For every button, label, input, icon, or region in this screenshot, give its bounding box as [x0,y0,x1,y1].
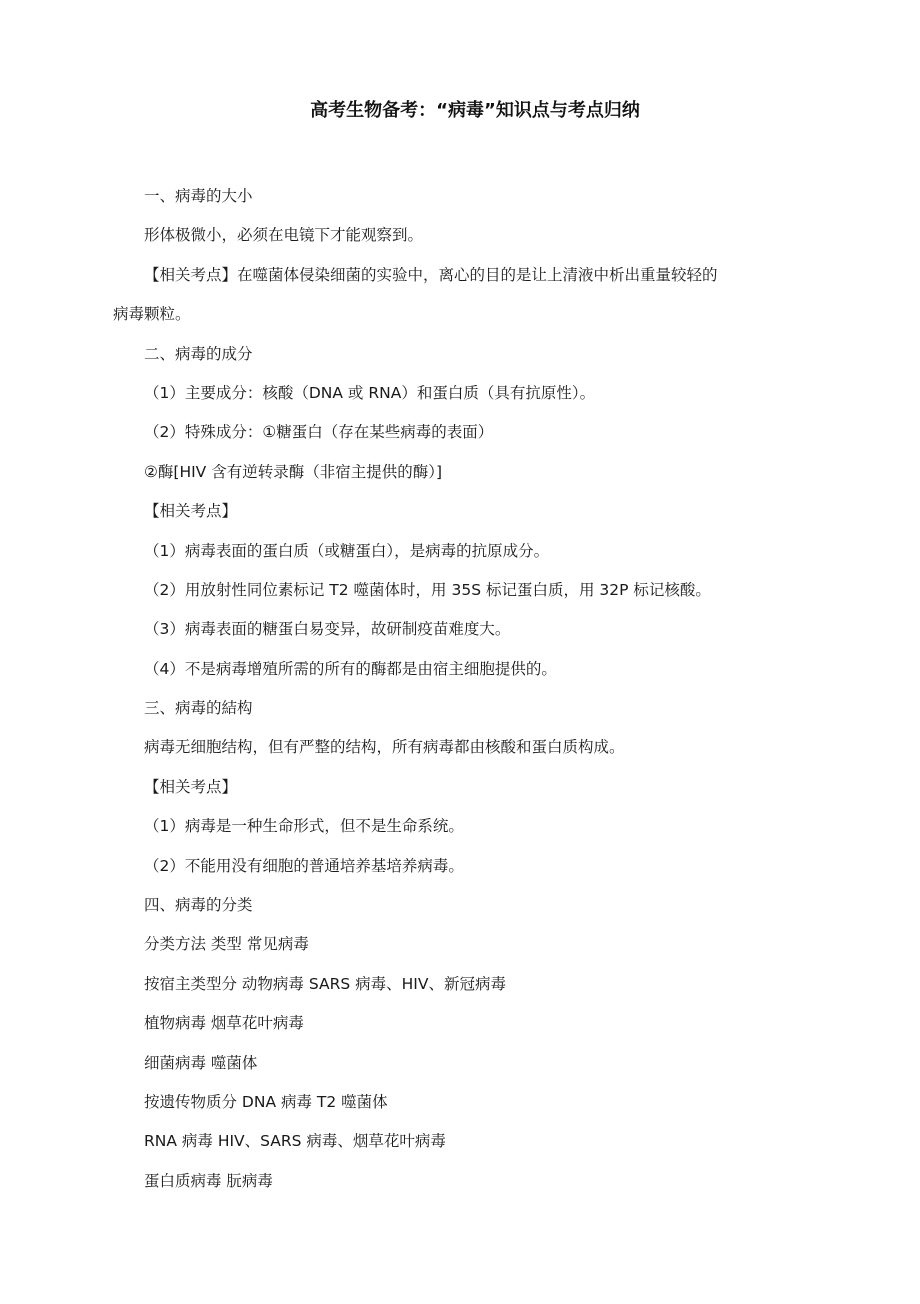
document-body [113,177,813,1201]
paragraph-line: 按遗传物质分 DNA 病毒 T2 噬菌体 [144,1092,388,1111]
paragraph-line: 按宿主类型分 动物病毒 SARS 病毒、HIV、新冠病毒 [144,974,506,993]
paragraph-line: 分类方法 类型 常见病毒 [144,935,309,954]
paragraph-line: 三、病毒的結构 [144,699,253,718]
paragraph-line: （1）主要成分：核酸（DNA 或 RNA）和蛋白质（具有抗原性）。 [144,383,596,402]
paragraph-line: 植物病毒 烟草花叶病毒 [144,1014,304,1033]
paragraph-line: ②酶[HIV 含有逆转录酶（非宿主提供的酶）] [144,462,442,481]
paragraph-line: 细菌病毒 噬菌体 [144,1053,258,1072]
paragraph-line: （1）病毒表面的蛋白质（或糖蛋白），是病毒的抗原成分。 [144,541,550,560]
paragraph-line: 病毒颗粒。 [113,305,191,324]
document-title: 高考生物备考：“病毒”知识点与考点归纳 [310,100,640,121]
paragraph-line: （1）病毒是一种生命形式，但不是生命系统。 [144,817,464,836]
paragraph-line: 蛋白质病毒 朊病毒 [144,1171,273,1190]
paragraph-line: 形体极微小，必须在电镜下才能观察到。 [144,226,424,245]
paragraph-line: 四、病毒的分类 [144,896,253,915]
paragraph-line: 【相关考点】 [144,777,238,796]
paragraph-line: RNA 病毒 HIV、SARS 病毒、烟草花叶病毒 [144,1132,446,1151]
paragraph-line: 【相关考点】在噬菌体侵染细菌的实验中，离心的目的是让上清液中析出重量较轻的 [144,265,718,284]
paragraph-line: （2）特殊成分：①糖蛋白（存在某些病毒的表面） [144,423,494,442]
paragraph-line: 【相关考点】 [144,502,238,521]
paragraph-line: （2）用放射性同位素标记 T2 噬菌体时，用 35S 标记蛋白质，用 32P 标记核酸。 [144,580,711,599]
paragraph-line: （3）病毒表面的糖蛋白易变异，故研制疫苗难度大。 [144,620,511,639]
paragraph-line: （4）不是病毒增殖所需的所有的酶都是由宿主细胞提供的。 [144,659,557,678]
paragraph-line: 一、病毒的大小 [144,187,253,205]
paragraph-line: （2）不能用没有细胞的普通培养基培养病毒。 [144,856,464,875]
paragraph-line: 病毒无细胞结构，但有严整的结构，所有病毒都由核酸和蛋白质构成。 [144,738,625,757]
paragraph-line: 二、病毒的成分 [144,344,253,363]
